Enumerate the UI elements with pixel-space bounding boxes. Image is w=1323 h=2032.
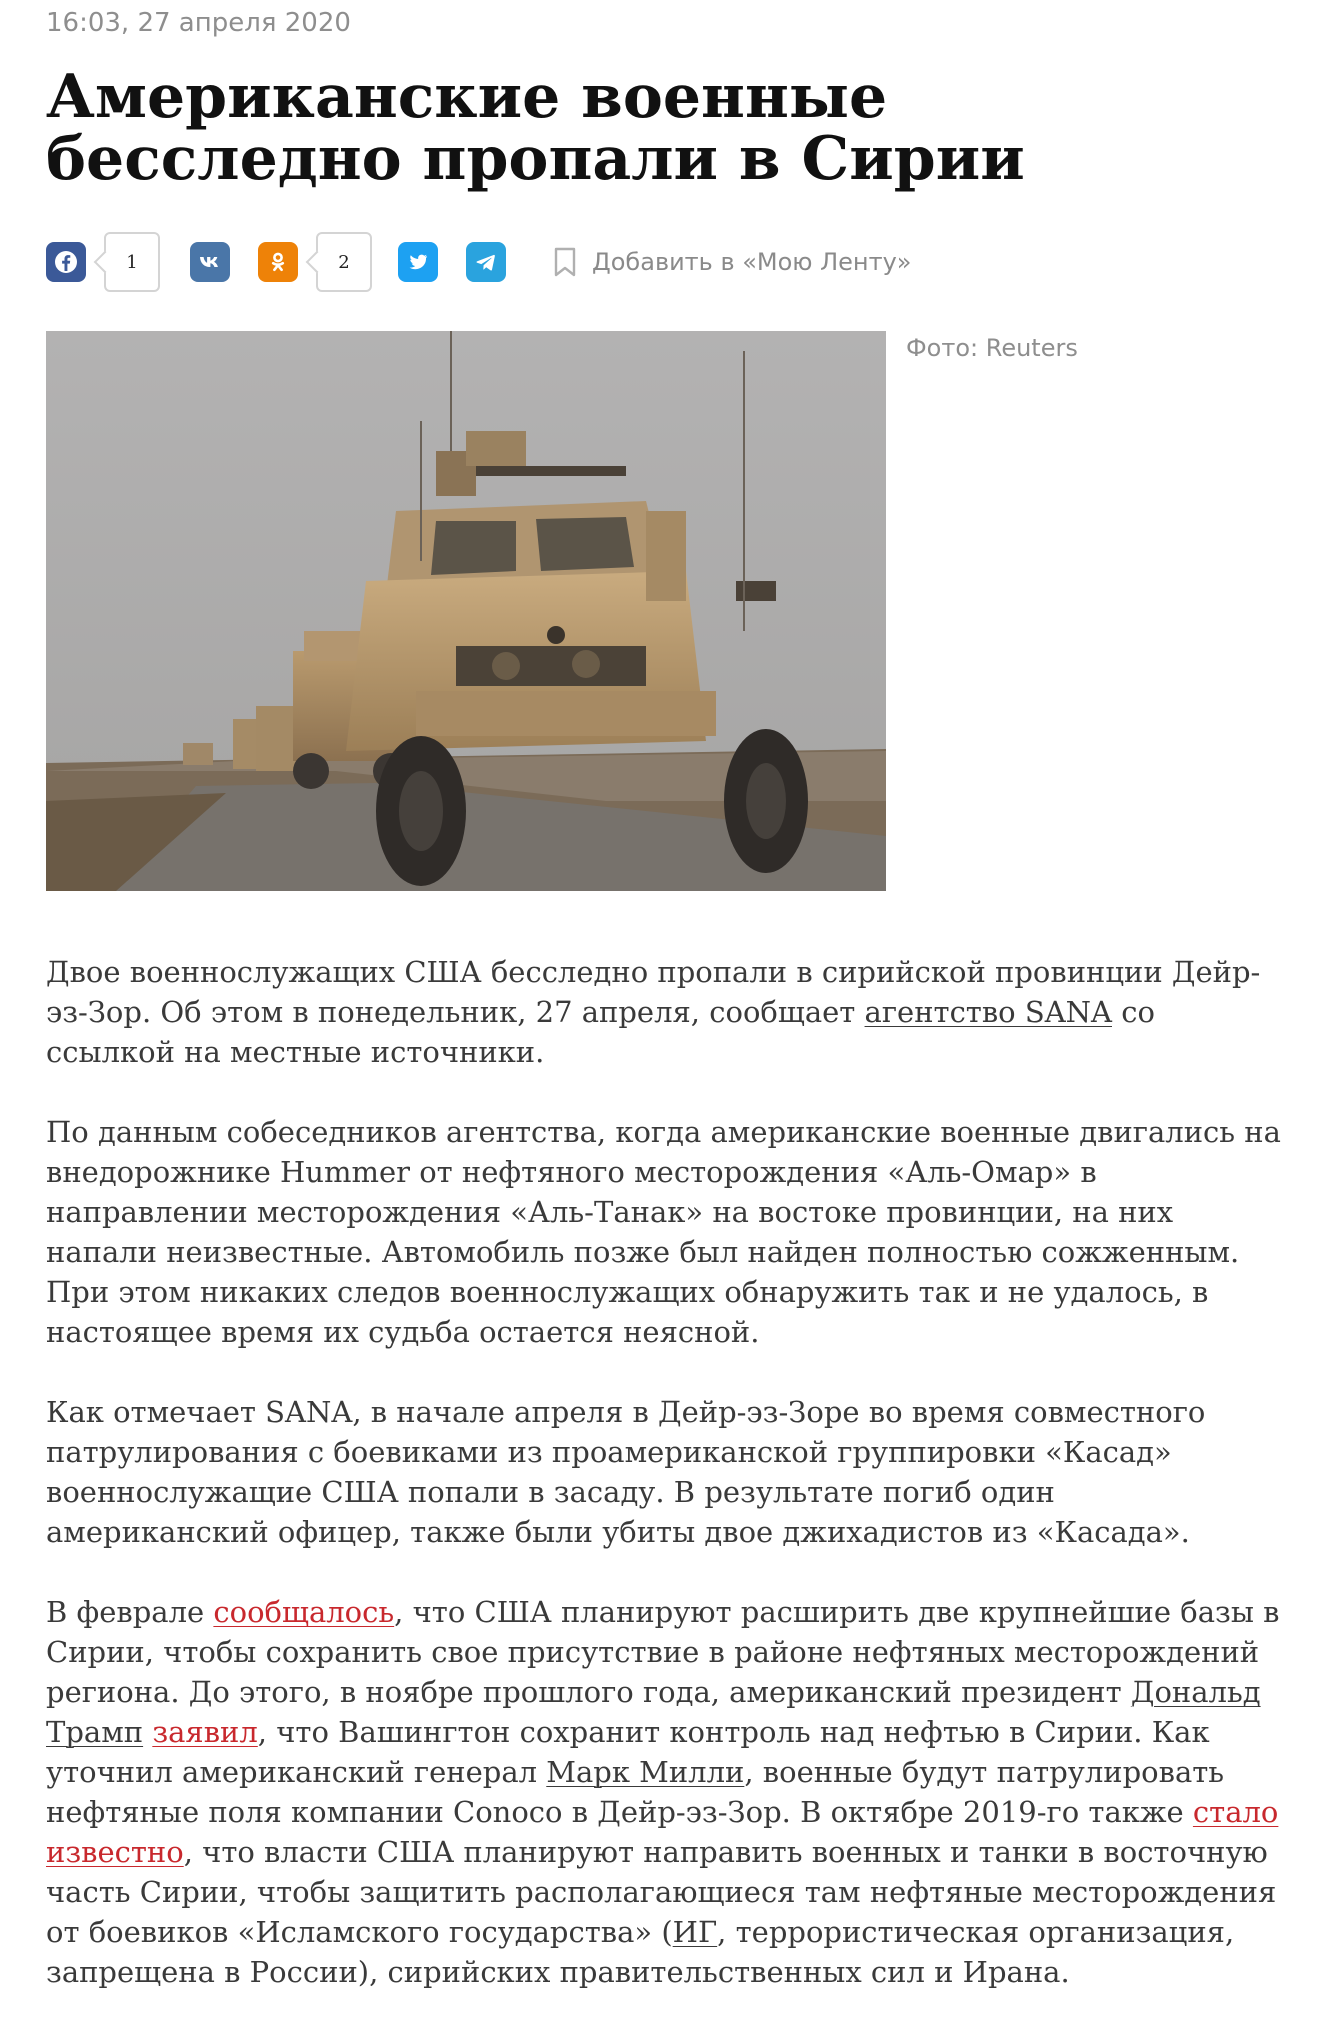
- stated-link[interactable]: заявил: [152, 1715, 258, 1749]
- add-to-feed-button[interactable]: [552, 242, 912, 282]
- article-datetime: 16:03, 27 апреля 2020: [46, 8, 351, 38]
- paragraph-2: По данным собеседников агентства, когда американские военные двигались на внедорожнике Hummer от нефтяного месторождения «Аль-Омар» в направлении месторождения «Аль-Танак» на востоке провинции, на них напали неизвестные. Автомобиль позже был найден полностью сожженным. При этом никаких следов военнослужащих обнаружить так и не удалось, в настоящее время их судьба остается неясной.: [46, 1115, 1281, 1349]
- ig-link[interactable]: ИГ: [672, 1915, 718, 1949]
- facebook-icon: [53, 249, 79, 275]
- vk-icon: [197, 249, 223, 275]
- became-known-link[interactable]: стало известно: [46, 1795, 1279, 1869]
- add-to-feed-label: Добавить в «Мою Ленту»: [592, 248, 912, 276]
- paragraph-4: В феврале сообщалось, что США планируют расширить две крупнейшие базы в Сирии, чтобы сохранить свое присутствие в районе нефтяных месторождений региона. До этого, в ноябре прошлого года, американский президент Дональд Трамп заявил, что Вашингтон сохранит контроль над нефтью в Сирии. Как уточнил американский генерал Марк Милли, военные будут патрулировать нефтяные поля компании Conoco в Дейр-эз-Зор. В октябре 2019-го также стало известно, что власти США планируют направить военных и танки в восточную часть Сирии, чтобы защитить располагающиеся там нефтяные месторождения от боевиков «Исламского государства» (ИГ, террористическая организация, запрещена в России), сирийских правительственных сил и Ирана.: [46, 1595, 1280, 1989]
- milley-link[interactable]: Марк Милли: [546, 1755, 745, 1789]
- sana-link[interactable]: агентство SANA: [864, 995, 1112, 1029]
- odnoklassniki-icon: [265, 249, 291, 275]
- reported-link[interactable]: сообщалось: [213, 1595, 395, 1629]
- facebook-share-count: 1: [104, 232, 160, 292]
- telegram-share-button[interactable]: [466, 242, 506, 282]
- article-photo: [46, 331, 886, 891]
- twitter-icon: [405, 249, 431, 275]
- bookmark-icon: [552, 246, 578, 278]
- share-bar: [46, 232, 946, 292]
- photo-credit: Фото: Reuters: [906, 334, 1078, 362]
- vk-share-button[interactable]: [190, 242, 230, 282]
- paragraph-1: Двое военнослужащих США бесследно пропали в сирийской провинции Дейр-эз-Зор. Об этом в понедельник, 27 апреля, сообщает агентство SANA со ссылкой на местные источники.: [46, 955, 1261, 1069]
- article-title: Американские военные бесследно пропали в Сирии: [46, 62, 1025, 194]
- twitter-share-button[interactable]: [398, 242, 438, 282]
- military-vehicle-photo: [46, 331, 886, 891]
- odnoklassniki-share-button[interactable]: [258, 242, 298, 282]
- article-body: [46, 952, 1286, 2032]
- paragraph-3: Как отмечает SANA, в начале апреля в Дейр-эз-Зоре во время совместного патрулирования с боевиками из проамериканской группировки «Касад» военнослужащие США попали в засаду. В результате погиб один американский офицер, также были убиты двое джихадистов из «Касада».: [46, 1395, 1206, 1549]
- ok-share-count: 2: [316, 232, 372, 292]
- telegram-icon: [473, 249, 499, 275]
- trump-link[interactable]: Дональд Трамп: [46, 1675, 1261, 1749]
- facebook-share-button[interactable]: [46, 242, 86, 282]
